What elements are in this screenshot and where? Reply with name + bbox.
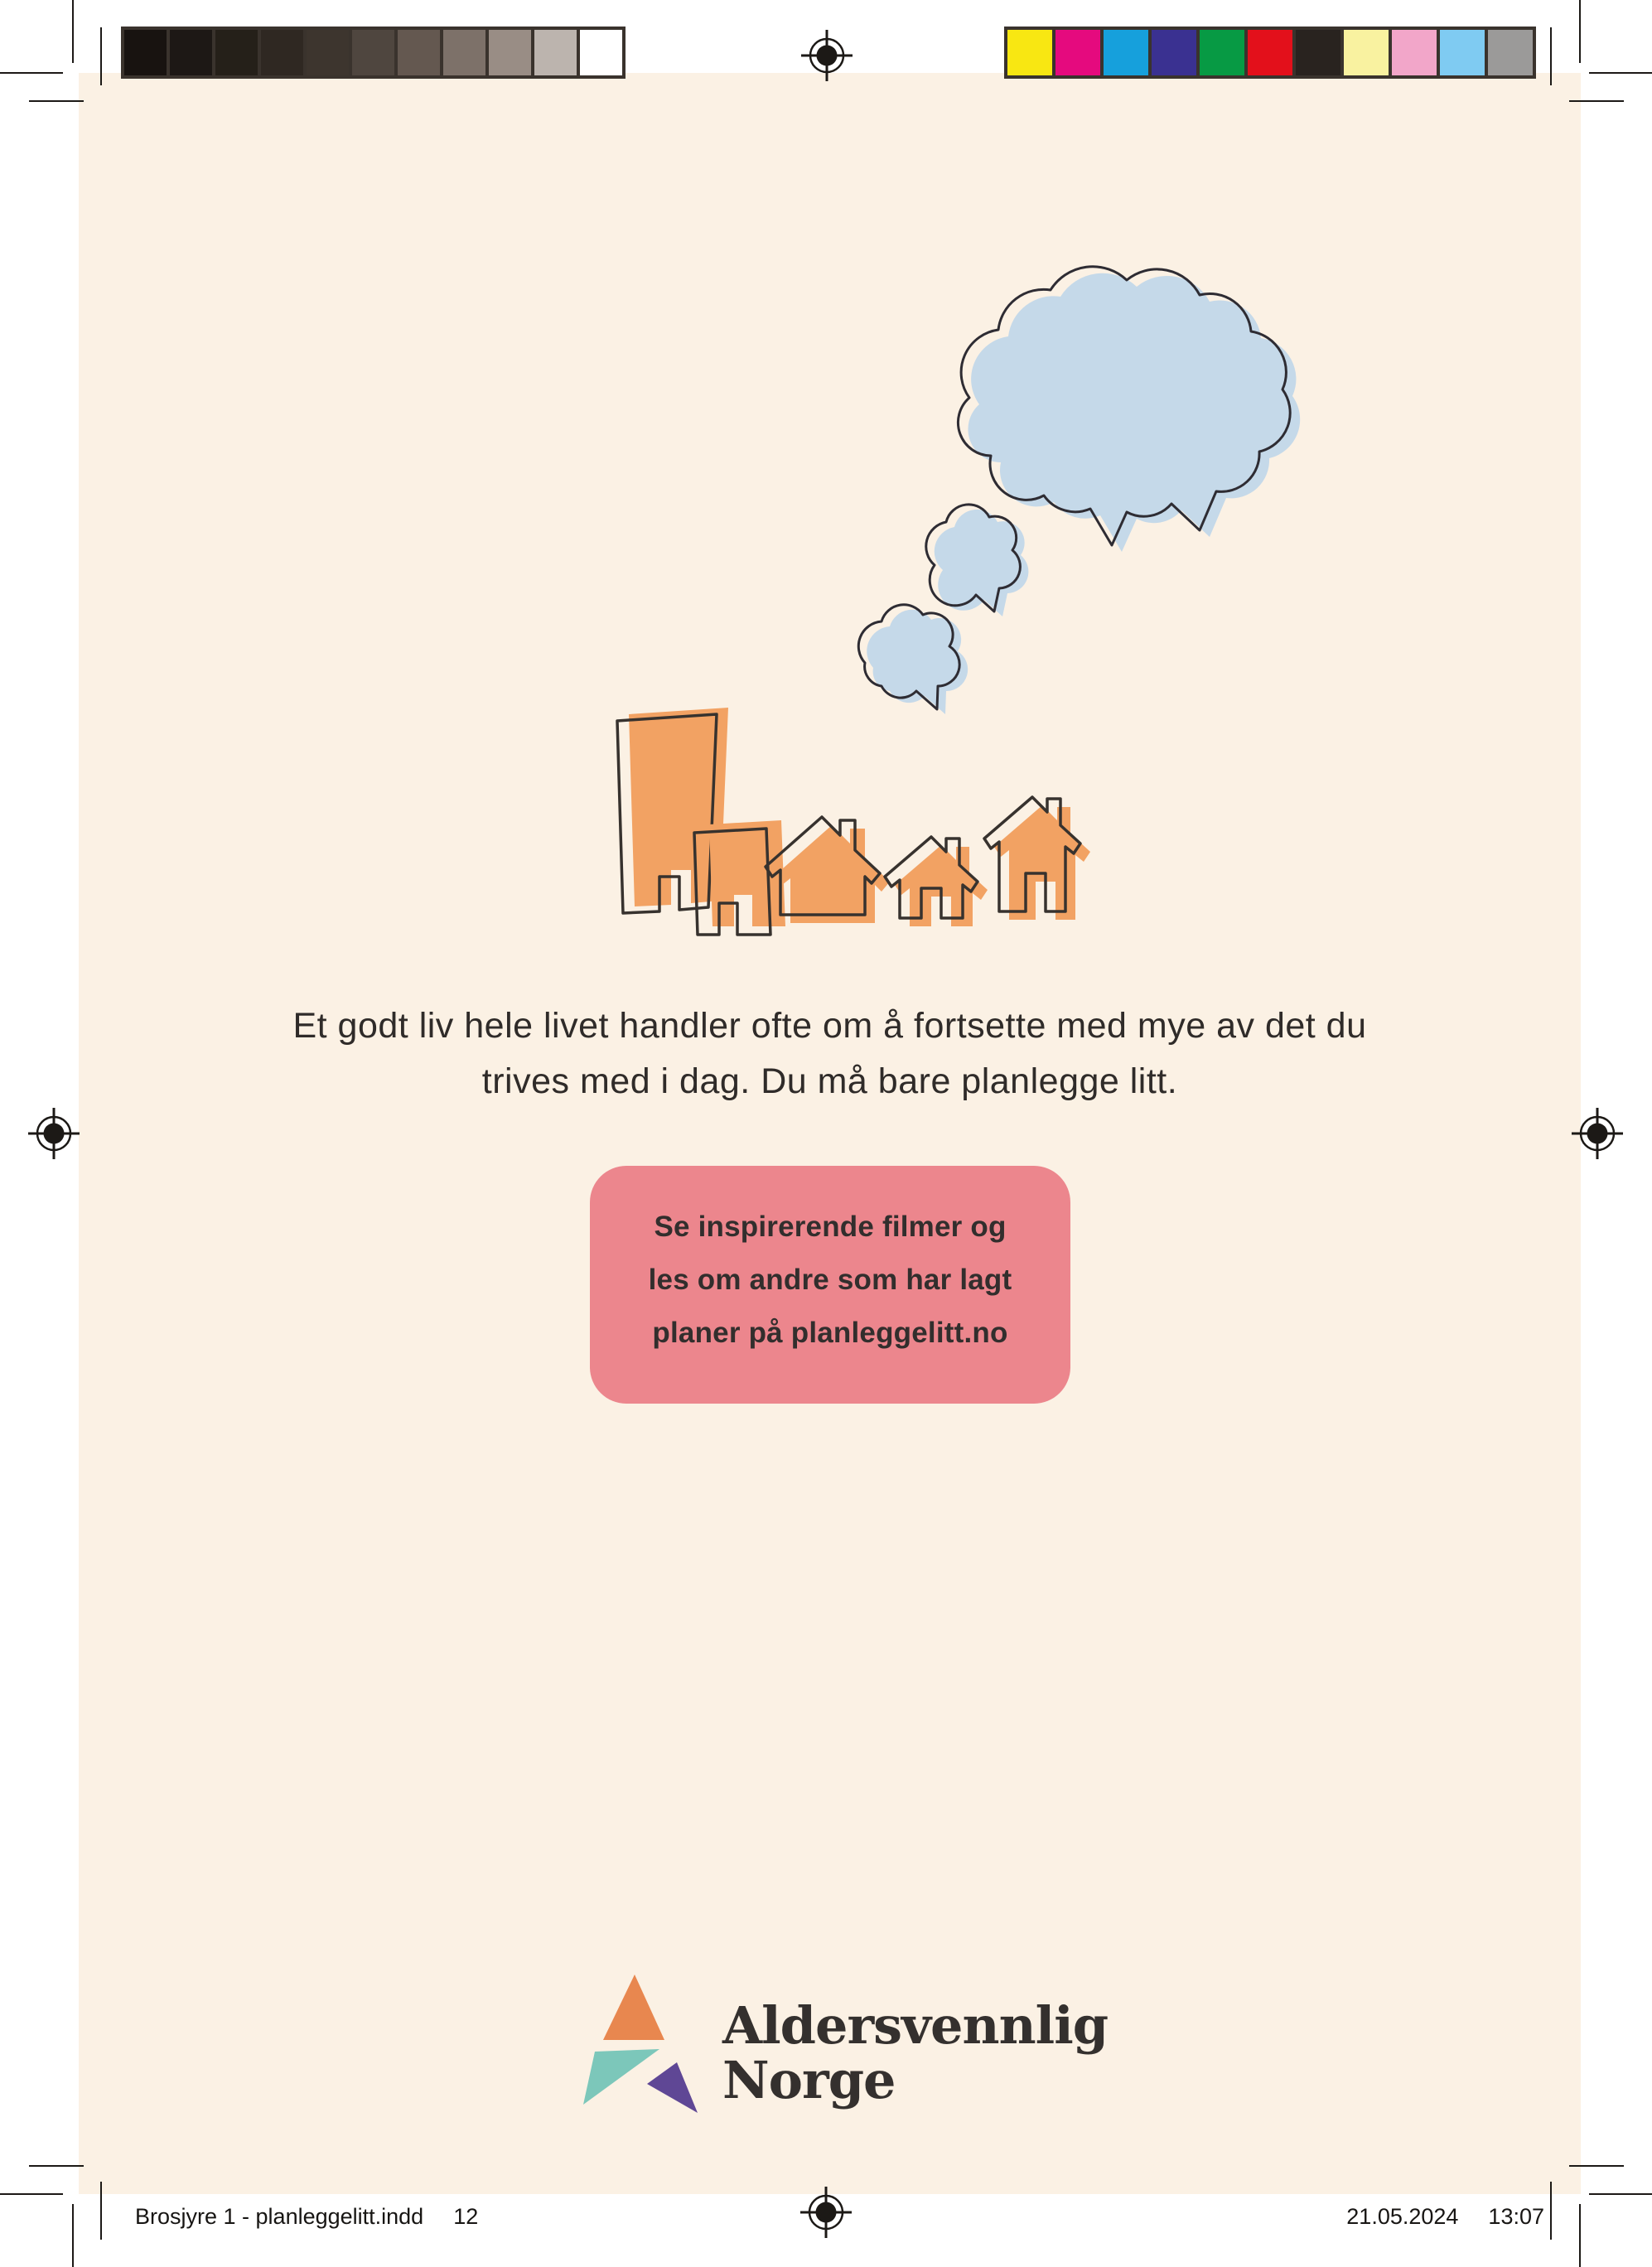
color-swatch — [170, 30, 212, 75]
cta-box — [590, 1166, 1070, 1404]
color-swatch — [352, 30, 394, 75]
logo-wordmark — [722, 1995, 1109, 2110]
color-swatch — [1104, 30, 1148, 75]
crop-mark — [1589, 72, 1652, 74]
crop-mark — [1550, 2182, 1552, 2240]
color-swatch — [1440, 30, 1485, 75]
crop-mark — [0, 2193, 63, 2195]
crop-mark — [0, 72, 63, 74]
registration-mark-icon — [1572, 1108, 1623, 1159]
registration-mark-icon — [800, 2187, 852, 2238]
cloud-icon — [926, 505, 1029, 616]
color-swatch — [215, 30, 258, 75]
color-swatch — [443, 30, 485, 75]
cta-line-3: planer på planleggelitt.no — [652, 1317, 1008, 1349]
color-swatch — [1200, 30, 1244, 75]
headline-line-2: trives med i dag. Du må bare planlegge litt. — [481, 1061, 1178, 1101]
crop-mark — [100, 27, 102, 85]
headline — [79, 998, 1581, 1109]
cloud-icon — [958, 267, 1300, 552]
headline-line-1: Et godt liv hele livet handler ofte om å fortsette med mye av det du — [292, 1006, 1367, 1046]
color-swatch — [1296, 30, 1340, 75]
crop-mark — [29, 100, 84, 102]
color-swatch — [1344, 30, 1389, 75]
color-swatch — [580, 30, 622, 75]
color-swatch — [1007, 30, 1052, 75]
crop-mark — [1550, 27, 1552, 85]
grayscale-calibration-bar — [121, 27, 626, 79]
color-swatch — [1248, 30, 1292, 75]
aldersvennlig-norge-logo-icon — [580, 1970, 704, 2120]
proof-date: 21.05.2024 — [1346, 2204, 1459, 2229]
registration-mark-icon — [801, 30, 853, 81]
logo-line-1: Aldersvennlig — [722, 1995, 1109, 2056]
color-swatch — [489, 30, 531, 75]
color-swatch — [1055, 30, 1100, 75]
proof-filename: Brosjyre 1 - planleggelitt.indd — [135, 2204, 424, 2229]
proof-time: 13:07 — [1488, 2204, 1544, 2229]
logo-line-2: Norge — [722, 2050, 896, 2110]
crop-mark — [1569, 2165, 1624, 2167]
crop-mark — [1589, 2193, 1652, 2195]
house-icon — [885, 837, 988, 926]
crop-mark — [1579, 0, 1581, 63]
clouds-and-houses-illustration — [580, 265, 1367, 945]
crop-mark — [1579, 2204, 1581, 2267]
color-swatch — [398, 30, 440, 75]
proof-slug-left — [135, 2204, 478, 2230]
color-swatch — [124, 30, 167, 75]
crop-mark — [29, 2165, 84, 2167]
color-swatch — [1152, 30, 1196, 75]
color-swatch — [534, 30, 577, 75]
crop-mark — [1569, 100, 1624, 102]
registration-mark-icon — [28, 1108, 80, 1159]
cta-line-1: Se inspirerende filmer og — [654, 1211, 1007, 1243]
proof-page-number: 12 — [453, 2204, 479, 2229]
color-swatch — [1392, 30, 1437, 75]
color-calibration-bar — [1004, 27, 1536, 79]
cta-line-2: les om andre som har lagt — [648, 1264, 1012, 1296]
proof-slug-right — [1346, 2204, 1544, 2230]
color-swatch — [307, 30, 349, 75]
color-swatch — [261, 30, 303, 75]
house-icon — [984, 797, 1090, 920]
crop-mark — [72, 0, 74, 63]
crop-mark — [100, 2182, 102, 2240]
cloud-icon — [858, 605, 968, 714]
color-swatch — [1488, 30, 1533, 75]
crop-mark — [72, 2204, 74, 2267]
